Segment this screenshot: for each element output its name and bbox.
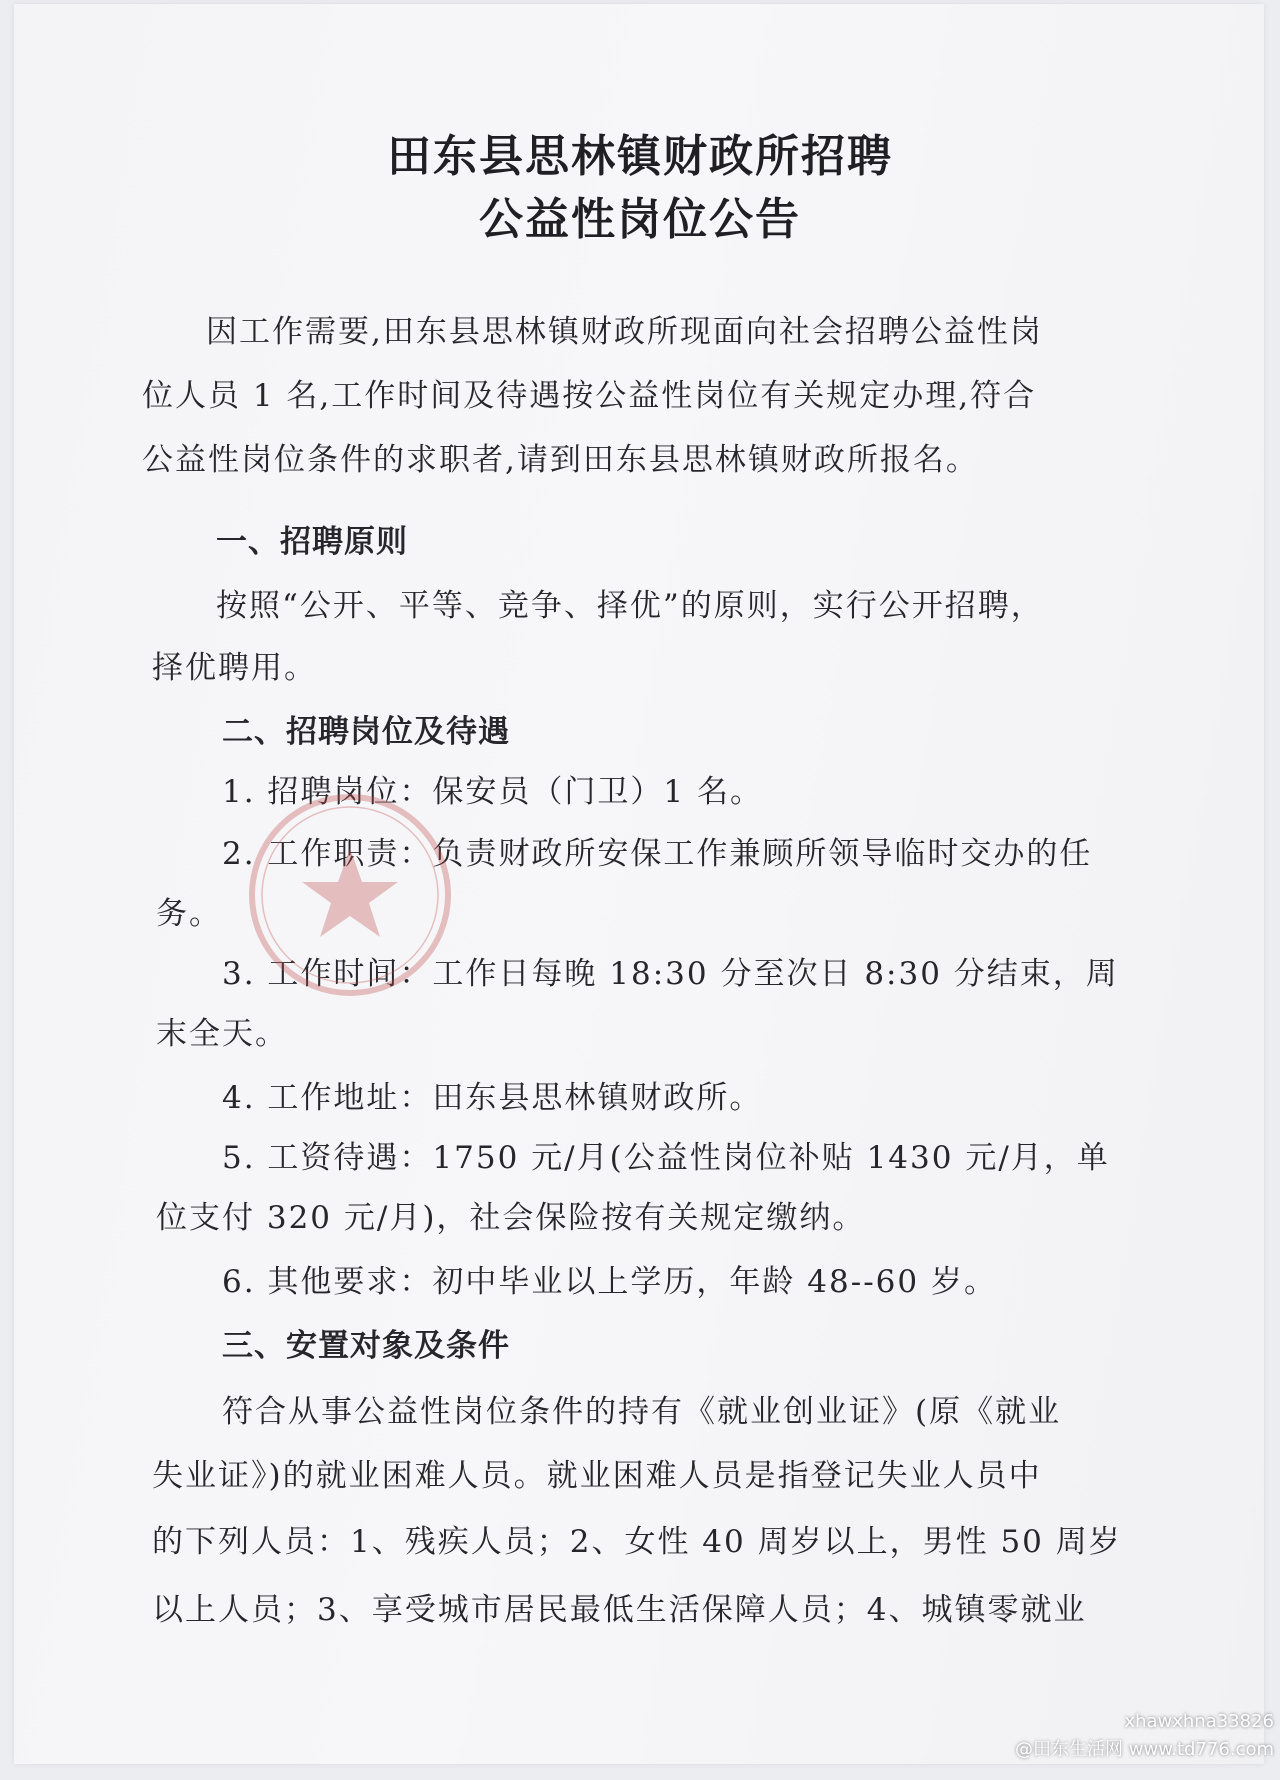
intro-line-3: 公益性岗位条件的求职者,请到田东县思林镇财政所报名。 [142,442,979,478]
section2-item-5: 5. 工资待遇：1750 元/月(公益性岗位补贴 1430 元/月，单 [222,1140,1110,1176]
section3-line-2: 失业证》)的就业困难人员。就业困难人员是指登记失业人员中 [152,1458,1042,1494]
section2-item-5-cont: 位支付 320 元/月)，社会保险按有关规定缴纳。 [156,1200,866,1236]
document-page [14,4,1264,1764]
section2-heading: 二、招聘岗位及待遇 [222,714,510,750]
official-seal-stamp [245,790,455,1000]
section2-item-2-cont: 务。 [156,896,222,932]
star-icon [302,848,398,937]
section3-line-3: 的下列人员：1、残疾人员；2、女性 40 周岁以上，男性 50 周岁 [152,1524,1122,1560]
section2-item-4: 4. 工作地址：田东县思林镇财政所。 [222,1080,763,1116]
site-watermark [1015,1708,1274,1764]
document-title-line2: 公益性岗位公告 [479,194,801,245]
section3-line-1: 符合从事公益性岗位条件的持有《就业创业证》(原《就业 [222,1394,1062,1430]
section3-heading: 三、安置对象及条件 [222,1328,510,1364]
section2-item-3-cont: 末全天。 [156,1016,288,1052]
section3-line-4: 以上人员；3、享受城市居民最低生活保障人员；4、城镇零就业 [152,1592,1087,1628]
section2-item-2: 2. 工作职责：负责财政所安保工作兼顾所领导临时交办的任 [222,836,1093,872]
section2-item-6: 6. 其他要求：初中毕业以上学历，年龄 48--60 岁。 [222,1264,997,1300]
section2-item-1: 1. 招聘岗位：保安员（门卫）1 名。 [222,774,764,810]
section1-line-2: 择优聘用。 [152,650,317,686]
section1-heading: 一、招聘原则 [216,524,408,560]
section2-item-3: 3. 工作时间：工作日每晚 18:30 分至次日 8:30 分结束，周 [222,956,1119,992]
intro-line-2: 位人员 1 名,工作时间及待遇按公益性岗位有关规定办理,符合 [142,378,1037,414]
intro-line-1: 因工作需要,田东县思林镇财政所现面向社会招聘公益性岗 [206,314,1043,350]
watermark-user: xhawxhna33826 [1124,1711,1274,1732]
section1-line-1: 按照“公开、平等、竞争、择优”的原则，实行公开招聘， [216,588,1044,624]
watermark-site: @田东生活网 www.td776.com [1015,1739,1274,1760]
document-title-line1: 田东县思林镇财政所招聘 [387,131,893,182]
